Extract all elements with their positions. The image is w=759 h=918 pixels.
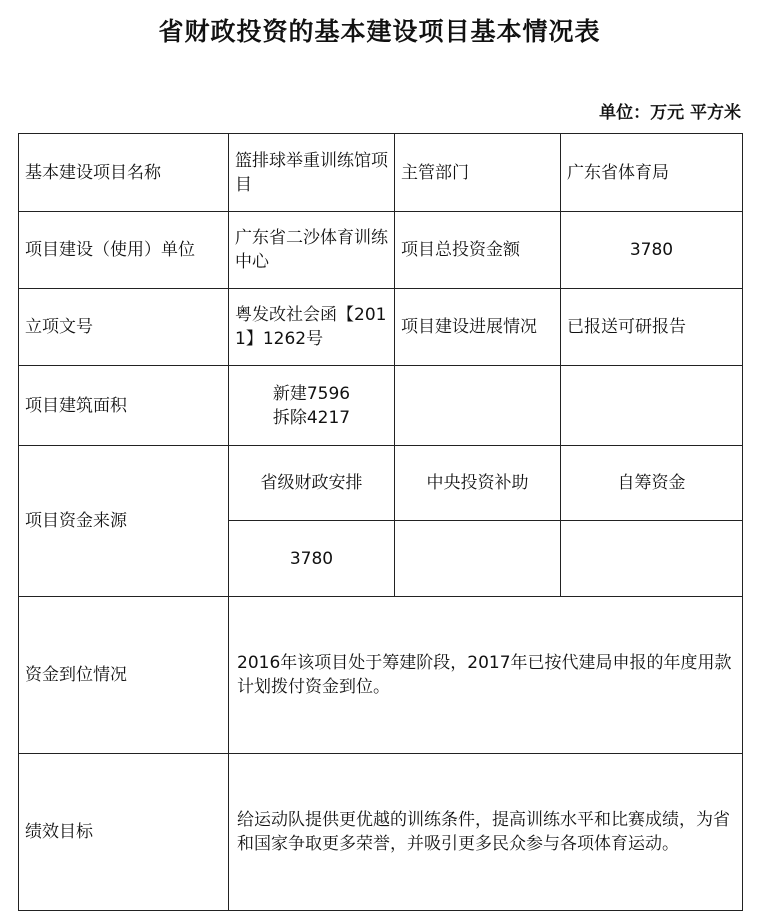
table-row xyxy=(19,754,743,911)
funding-label: 项目资金来源 xyxy=(19,446,229,597)
area-label: 项目建筑面积 xyxy=(19,366,229,446)
area-demolish: 拆除4217 xyxy=(272,407,351,428)
dept-label: 主管部门 xyxy=(395,134,561,212)
project-info-table xyxy=(18,133,743,911)
progress-label: 项目建设进展情况 xyxy=(395,289,561,366)
total-invest-value: 3780 xyxy=(561,212,743,289)
project-name-value: 篮排球举重训练馆项目 xyxy=(229,134,395,212)
fund-provincial-value: 3780 xyxy=(229,521,395,597)
fund-central-value xyxy=(395,521,561,597)
approval-value: 粤发改社会函【2011】1262号 xyxy=(229,289,395,366)
project-name-label: 基本建设项目名称 xyxy=(19,134,229,212)
progress-value: 已报送可研报告 xyxy=(561,289,743,366)
approval-label: 立项文号 xyxy=(19,289,229,366)
fund-self-value xyxy=(561,521,743,597)
table-row xyxy=(19,289,743,366)
table-row xyxy=(19,597,743,754)
fund-central-label: 中央投资补助 xyxy=(395,446,561,521)
table-row xyxy=(19,446,743,521)
fund-provincial-label: 省级财政安排 xyxy=(229,446,395,521)
fund-self-label: 自筹资金 xyxy=(561,446,743,521)
table-row xyxy=(19,134,743,212)
area-new: 新建7596 xyxy=(272,383,351,404)
dept-value: 广东省体育局 xyxy=(561,134,743,212)
total-invest-label: 项目总投资金额 xyxy=(395,212,561,289)
unit-label: 项目建设（使用）单位 xyxy=(19,212,229,289)
area-empty-cell xyxy=(395,366,561,446)
arrival-text: 2016年该项目处于筹建阶段，2017年已按代建局申报的年度用款计划拨付资金到位。 xyxy=(229,597,743,754)
arrival-label: 资金到位情况 xyxy=(19,597,229,754)
table-row xyxy=(19,212,743,289)
unit-note: 单位：万元 平方米 xyxy=(599,103,741,123)
goal-text: 给运动队提供更优越的训练条件，提高训练水平和比赛成绩，为省和国家争取更多荣誉，并吸引更多民众参与各项体育运动。 xyxy=(229,754,743,911)
goal-label: 绩效目标 xyxy=(19,754,229,911)
page-title: 省财政投资的基本建设项目基本情况表 xyxy=(158,17,601,46)
unit-value: 广东省二沙体育训练中心 xyxy=(229,212,395,289)
area-empty-cell xyxy=(561,366,743,446)
table-row xyxy=(19,366,743,446)
area-value xyxy=(229,366,395,446)
